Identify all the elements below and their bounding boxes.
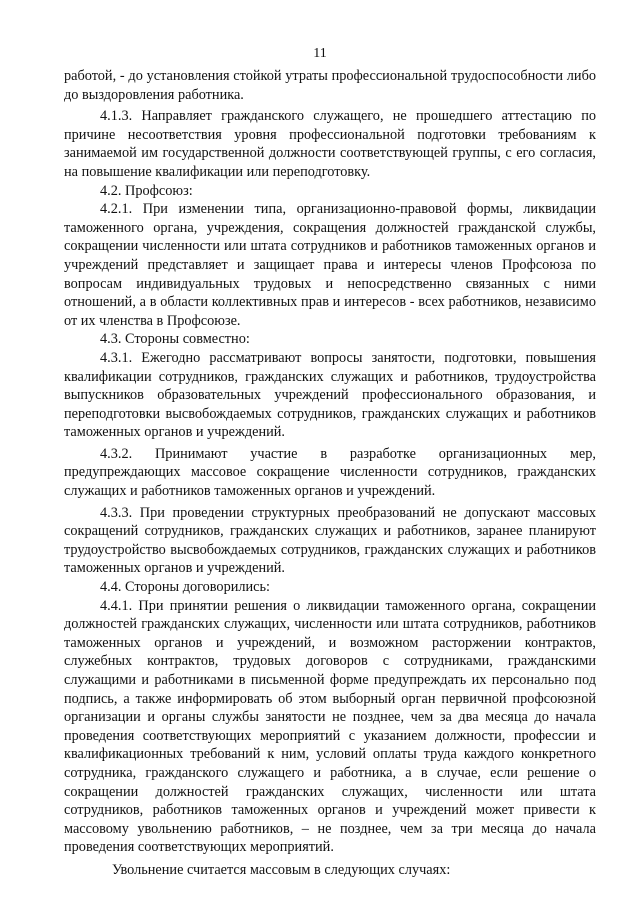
paragraph-4-3-2: 4.3.2. Принимают участие в разработке организационных мер, предупреждающих массовое сокращение численности сотрудников, гражданских служащих и работников таможенных органов и учреждений. bbox=[64, 445, 596, 500]
document-body bbox=[64, 67, 596, 880]
paragraph-continuation: работой, - до установления стойкой утраты профессиональной трудоспособности либо до выздоровления работника. bbox=[64, 68, 596, 103]
heading-4-4: 4.4. Стороны договорились: bbox=[100, 579, 271, 596]
page-number: 11 bbox=[313, 46, 327, 61]
heading-4-2: 4.2. Профсоюз: bbox=[100, 182, 193, 199]
paragraph-4-3-1: 4.3.1. Ежегодно рассматривают вопросы занятости, подготовки, повышения квалификации сотрудников, гражданских служащих и работников, трудоустройства выпускников образовательных учреждений профессионального образования, и переподготовки высвобождаемых сотрудников, гражданских служащих и работников таможенных органов и учреждений. bbox=[64, 349, 596, 441]
paragraph-mass-dismissal: Увольнение считается массовым в следующих случаях: bbox=[112, 861, 451, 878]
paragraph-4-1-3: 4.1.3. Направляет гражданского служащего, не прошедшего аттестацию по причине несоответствия уровня профессиональной подготовки требованиям к занимаемой им государственной должности соответствующей группы, с его согласия, на повышение квалификации или переподготовку. bbox=[64, 108, 596, 180]
paragraph-4-3-3: 4.3.3. При проведении структурных преобразований не допускают массовых сокращений сотрудников, гражданских служащих и работников, заранее планируют трудоустройство высвобождаемых сотрудников, гражданских служащих и работников таможенных органов и учреждений. bbox=[64, 504, 596, 577]
heading-4-3: 4.3. Стороны совместно: bbox=[100, 331, 250, 348]
paragraph-4-2-1: 4.2.1. При изменении типа, организационно-правовой формы, ликвидации таможенного органа, учреждения, сокращения должностей гражданской службы, сокращении численности или штата сотрудников и работников таможенных органов и учреждений представляет и защищает права и интересы членов Профсоюза по вопросам индивидуальных трудовых и непосредственно связанных с ними отношений, а в области коллективных прав и интересов - всех работников, независимо от их членства в Профсоюзе. bbox=[64, 201, 596, 329]
paragraph-4-4-1: 4.4.1. При принятии решения о ликвидации таможенного органа, сокращении должностей гражданских служащих, численности или штата сотрудников, работников таможенных органов и учреждений, и возможном расторжении контрактов, служебных контрактов, трудовых договоров с сотрудниками, гражданскими служащими и работниками в письменной форме предупреждать их персонально под подпись, а также информировать об этом выборный орган первичной профсоюзной организации и органы службы занятости не позднее, чем за два месяца до начала проведения соответствующих мероприятий с указанием должности, профессии и квалификационных требований к ним, условий оплаты труда каждого конкретного сотрудника, гражданского служащего и работника, а в случае, если решение о сокращении должностей гражданских служащих, численности или штата сотрудников, работников таможенных органов и учреждений может привести к массовому увольнению работников, – не позднее, чем за три месяца до начала проведения соответствующих мероприятий. bbox=[64, 597, 596, 856]
